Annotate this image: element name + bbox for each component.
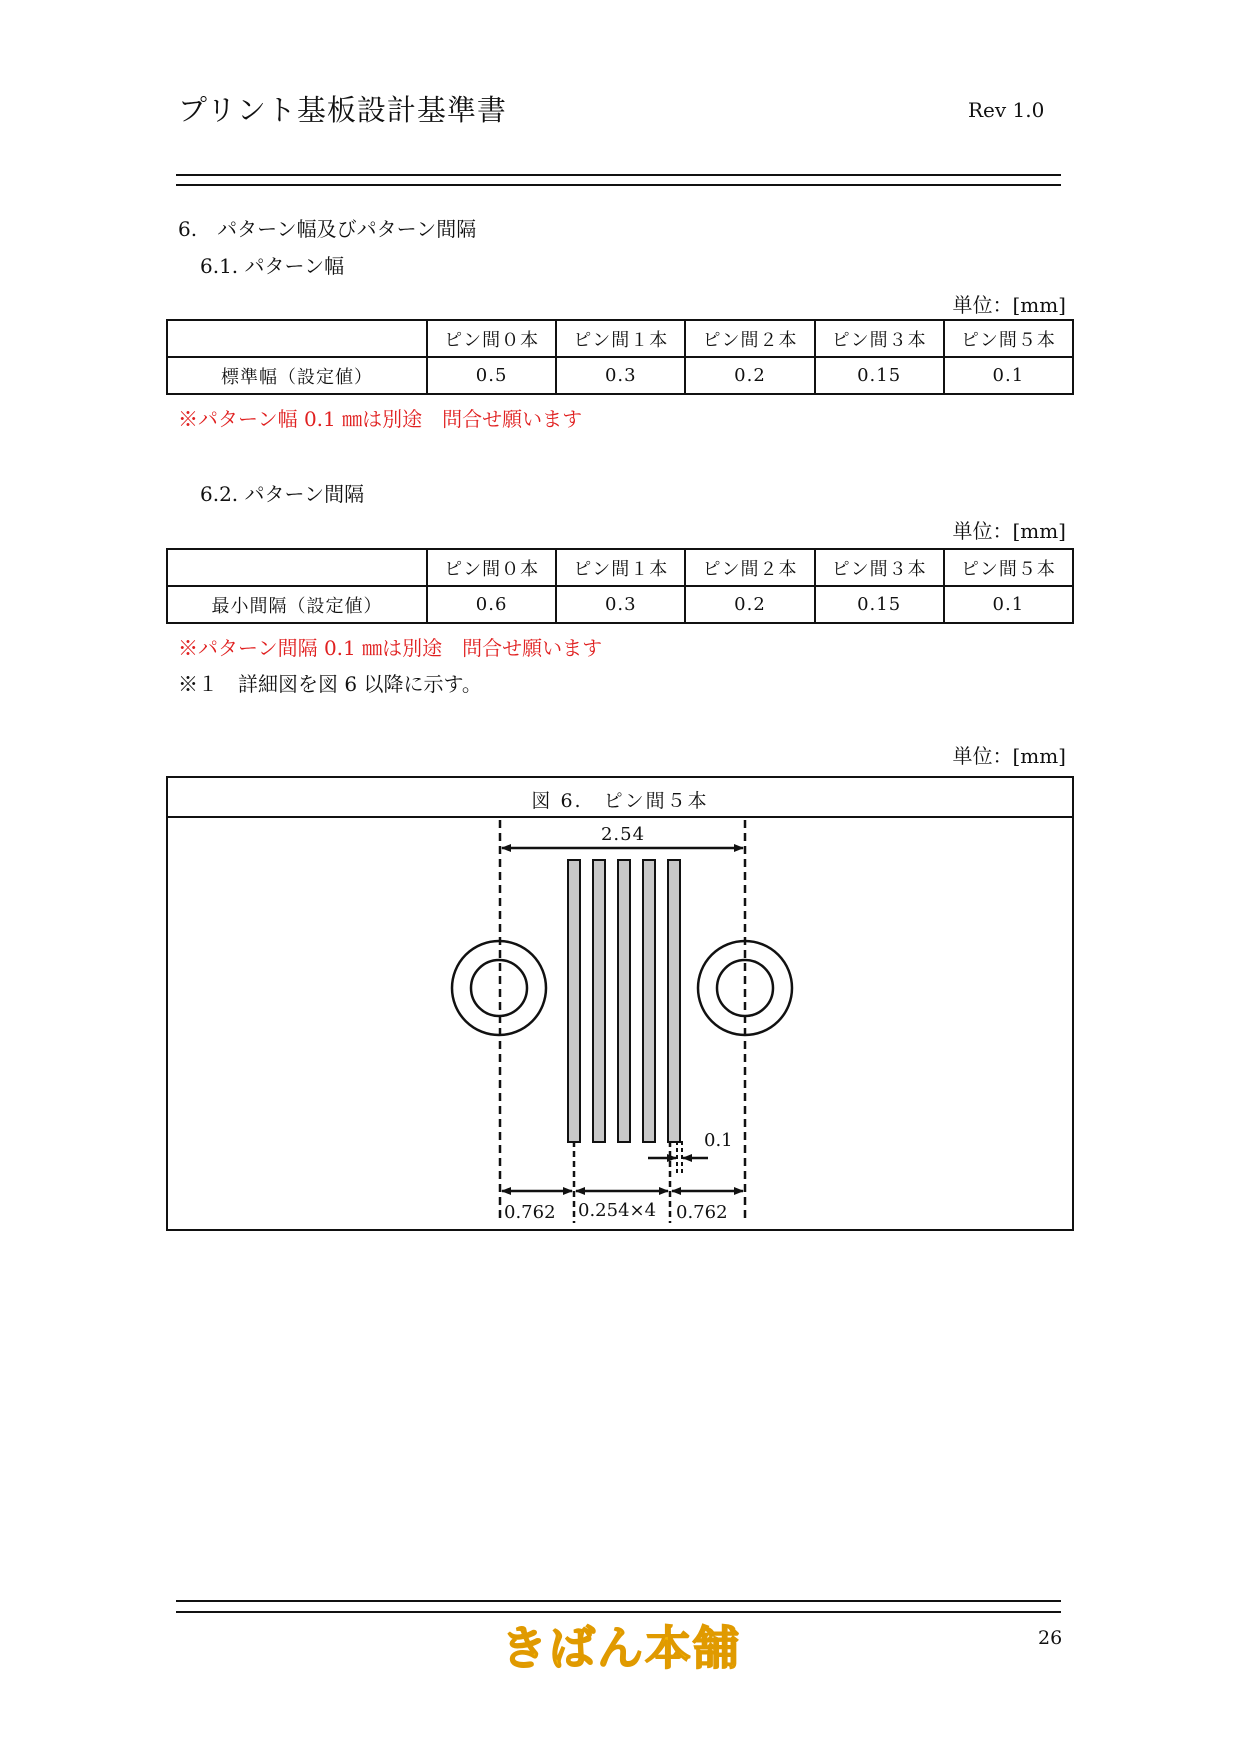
table-header-cell	[167, 320, 427, 357]
dimension-label-right-margin: 0.762	[676, 1202, 728, 1223]
figure-header	[168, 778, 1072, 818]
unit-label: 単位：[mm]	[952, 519, 1066, 543]
table-header-cell: ピン間５本	[944, 320, 1073, 357]
table-header-row	[167, 320, 1073, 357]
footer-rule-top	[176, 1600, 1061, 1602]
section-heading: 6. パターン幅及びパターン間隔	[178, 217, 477, 241]
width-note: ※パターン幅 0.1 ㎜は別途 問合せ願います	[178, 407, 583, 431]
dimension-label-gap: 0.1	[704, 1130, 733, 1151]
header-rule-bottom	[176, 184, 1061, 186]
table-header-cell: ピン間０本	[427, 320, 556, 357]
table-cell: 0.15	[815, 586, 944, 623]
table-header-cell: ピン間５本	[944, 549, 1073, 586]
trace-2	[593, 860, 605, 1142]
dimension-label-pitch: 2.54	[600, 824, 646, 845]
table-row	[167, 586, 1073, 623]
table-header-cell: ピン間２本	[685, 320, 814, 357]
unit-label: 単位：[mm]	[952, 293, 1066, 317]
unit-label: 単位：[mm]	[952, 744, 1066, 768]
trace-5	[668, 860, 680, 1142]
subsection-heading-spacing: 6.2. パターン間隔	[200, 482, 365, 506]
table-header-cell: ピン間３本	[815, 320, 944, 357]
pattern-spacing-table	[166, 548, 1074, 624]
table-header-row	[167, 549, 1073, 586]
trace-3	[618, 860, 630, 1142]
table-cell: 0.1	[944, 586, 1073, 623]
table-header-cell: ピン間１本	[556, 320, 685, 357]
document-title: プリント基板設計基準書	[178, 93, 507, 127]
revision-label: Rev 1.0	[968, 98, 1045, 122]
row-label: 標準幅（設定値）	[167, 357, 427, 394]
detail-note: ※１ 詳細図を図 6 以降に示す。	[178, 672, 482, 696]
trace-4	[643, 860, 655, 1142]
table-cell: 0.3	[556, 357, 685, 394]
header-rule-top	[176, 174, 1061, 176]
dimension-label-left-margin: 0.762	[504, 1202, 556, 1223]
table-cell: 0.2	[685, 357, 814, 394]
table-header-cell	[167, 549, 427, 586]
table-cell: 0.2	[685, 586, 814, 623]
subsection-heading-width: 6.1. パターン幅	[200, 254, 345, 278]
table-cell: 0.15	[815, 357, 944, 394]
trace-1	[568, 860, 580, 1142]
table-cell: 0.5	[427, 357, 556, 394]
table-header-cell: ピン間０本	[427, 549, 556, 586]
kiban-honpo-logo	[486, 1616, 756, 1676]
pattern-width-table	[166, 319, 1074, 395]
row-label: 最小間隔（設定値）	[167, 586, 427, 623]
page-number: 26	[1038, 1627, 1063, 1649]
table-header-cell: ピン間３本	[815, 549, 944, 586]
table-cell: 0.3	[556, 586, 685, 623]
spacing-note: ※パターン間隔 0.1 ㎜は別途 問合せ願います	[178, 636, 603, 660]
table-cell: 0.1	[944, 357, 1073, 394]
pattern-diagram	[168, 818, 1072, 1227]
table-cell: 0.6	[427, 586, 556, 623]
dimension-label-trace-span: 0.254×4	[578, 1200, 657, 1221]
footer-rule-bottom	[176, 1611, 1061, 1613]
table-row	[167, 357, 1073, 394]
figure-box	[166, 776, 1074, 1231]
figure-title: 図 6. ピン間５本	[531, 790, 709, 812]
table-header-cell: ピン間２本	[685, 549, 814, 586]
table-header-cell: ピン間１本	[556, 549, 685, 586]
logo-text: きばん本舗	[501, 1621, 741, 1675]
